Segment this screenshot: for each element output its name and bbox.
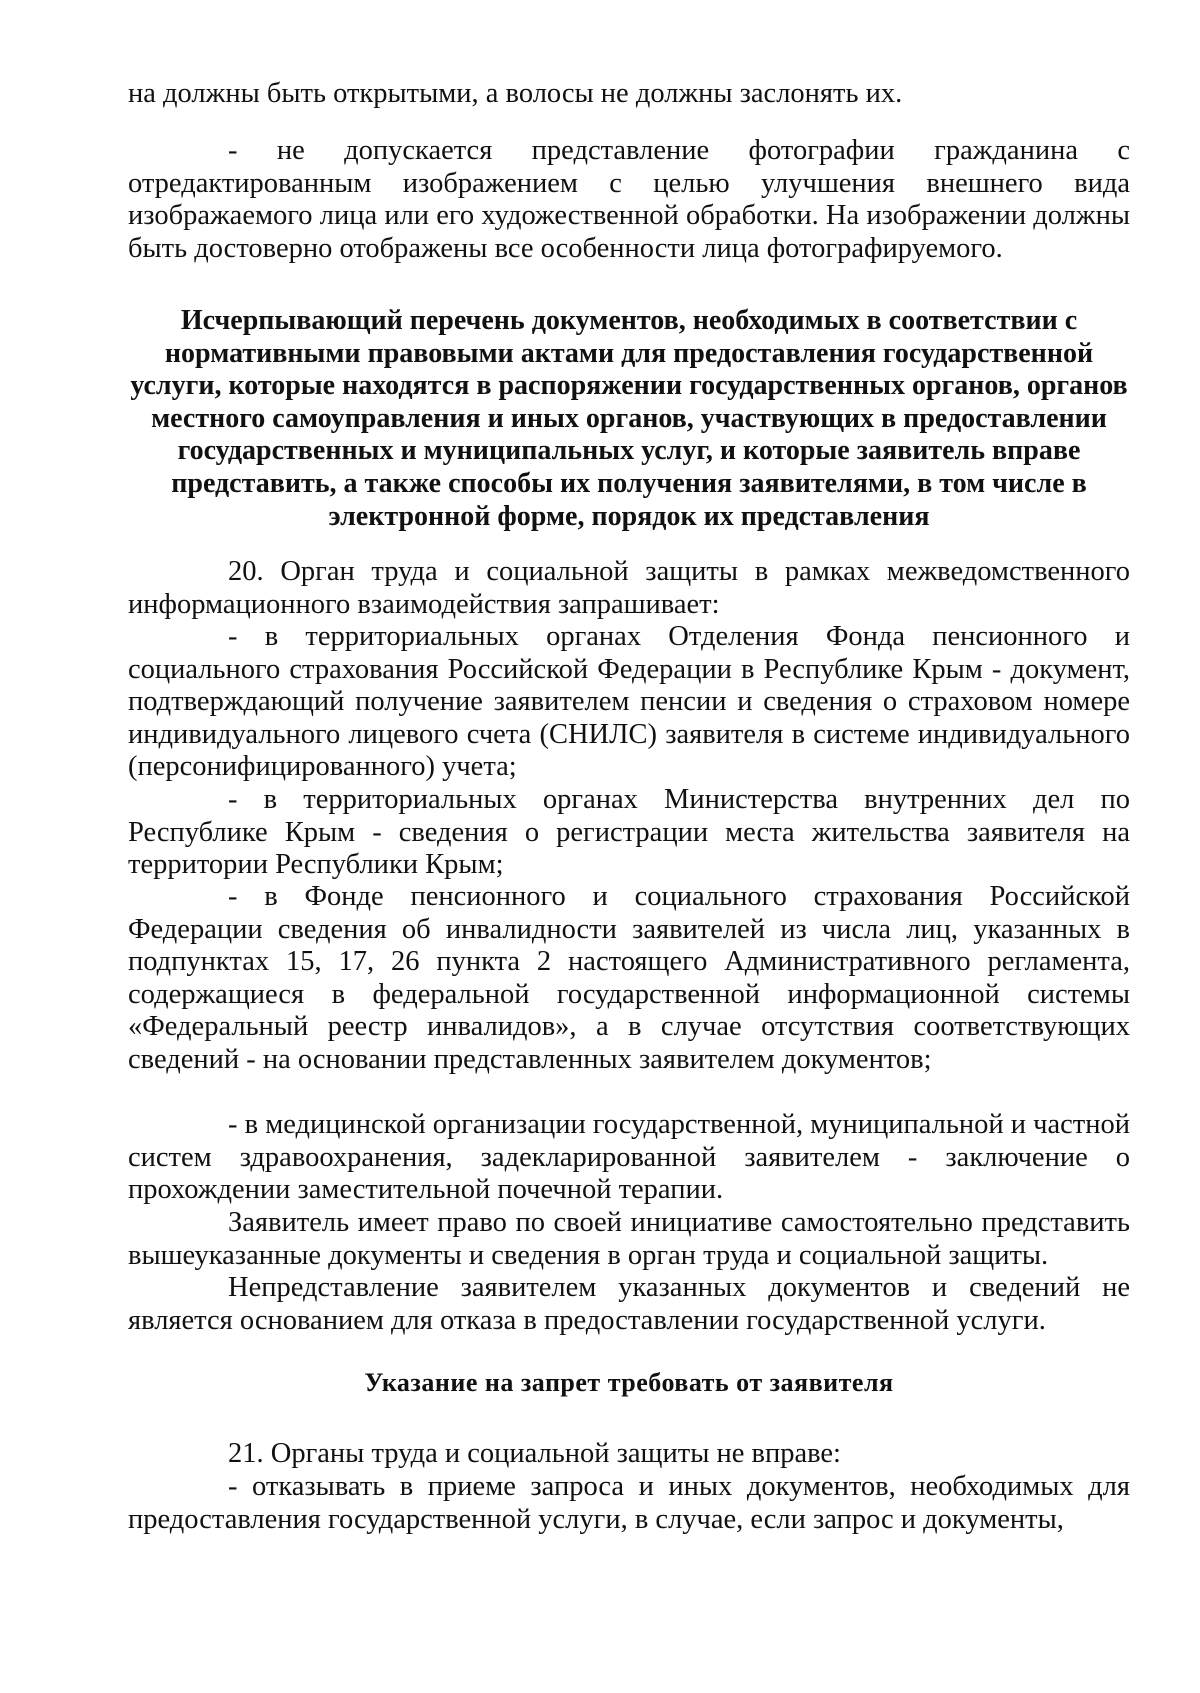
paragraph-20-intro: 20. Орган труда и социальной защиты в рамках межведомственного информационного взаимодействия запрашивает: (128, 556, 1130, 620)
paragraph-20-nonsubmit: Непредставление заявителем указанных документов и сведений не является основанием для отказа в предоставлении государственной услуги. (128, 1272, 1130, 1336)
paragraph-20-item-3: - в Фонде пенсионного и социального страхования Российской Федерации сведения об инвалидности заявителей из числа лиц, указанных в подпунктах 15, 17, 26 пункта 2 настоящего Административного регламента, содержащиеся в федеральной государственной информационной системы «Федеральный реестр инвалидов», а в случае отсутствия соответствующих сведений - на основании представленных заявителем документов; (128, 881, 1130, 1075)
paragraph-21-intro: 21. Органы труда и социальной защиты не вправе: (228, 1438, 841, 1469)
section-heading-prohibition: Указание на запрет требовать от заявителя (364, 1368, 894, 1397)
paragraph-20-item-2: - в территориальных органах Министерства внутренних дел по Республике Крым - сведения о регистрации места жительства заявителя на территории Республики Крым; (128, 784, 1130, 880)
paragraph-21-item-1: - отказывать в приеме запроса и иных документов, необходимых для предоставления государственной услуги, в случае, если запрос и документы, (128, 1471, 1130, 1535)
paragraph-top: на должны быть открытыми, а волосы не должны заслонять их. (128, 78, 903, 109)
paragraph-20-item-4: - в медицинской организации государственной, муниципальной и частной систем здравоохранения, задекларированной заявителем - заключение о прохождении заместительной почечной терапии. (128, 1109, 1130, 1205)
paragraph-photo: - не допускается представление фотографии гражданина с отредактированным изображением с целью улучшения внешнего вида изображаемого лица или его художественной обработки. На изображении должны быть достоверно отображены все особенности лица фотографируемого. (128, 135, 1130, 264)
section-heading-documents: Исчерпывающий перечень документов, необходимых в соответствии с нормативными правовыми актами для предоставления государственной услуги, которые находятся в распоряжении государственных органов, органов местного самоуправления и иных органов, участвующих в предоставлении государственных и муниципальных услуг, и которые заявитель вправе представить, а также способы их получения заявителями, в том числе в электронной форме, порядок их представления (130, 305, 1128, 532)
paragraph-20-right: Заявитель имеет право по своей инициативе самостоятельно представить вышеуказанные документы и сведения в орган труда и социальной защиты. (128, 1207, 1130, 1271)
paragraph-20-item-1: - в территориальных органах Отделения Фонда пенсионного и социального страхования Российской Федерации в Республике Крым - документ, подтверждающий получение заявителем пенсии и сведения о страховом номере индивидуального лицевого счета (СНИЛС) заявителя в системе индивидуального (персонифицированного) учета; (128, 621, 1130, 782)
